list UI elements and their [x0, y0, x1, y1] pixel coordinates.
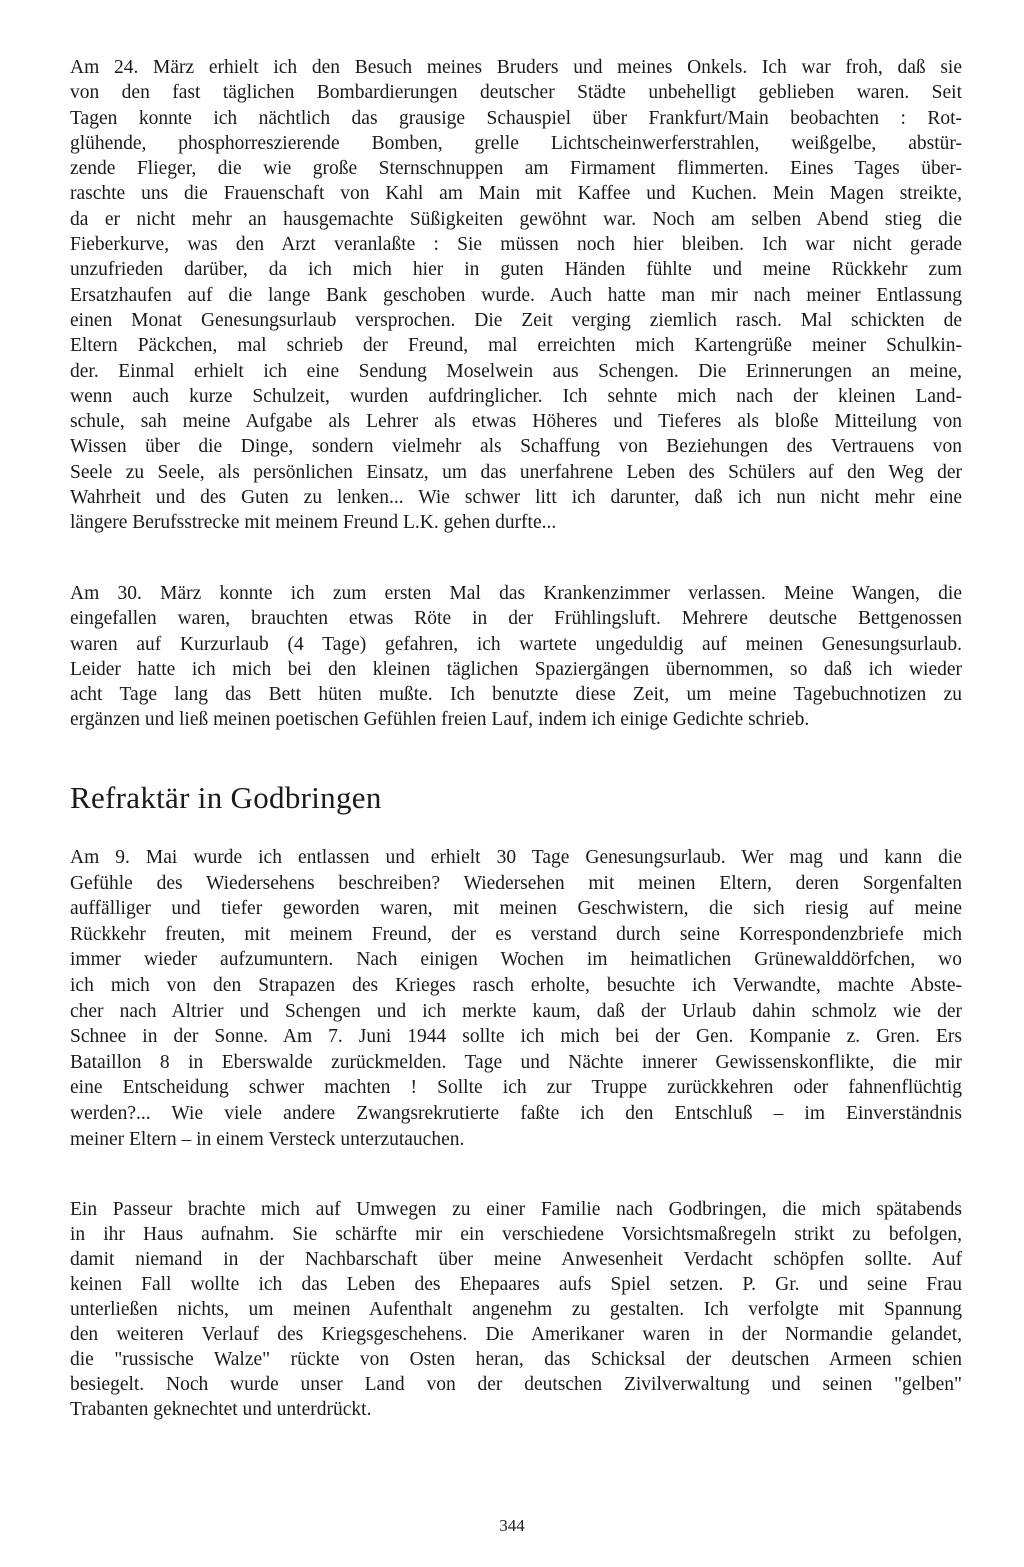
text-line: einen Monat Genesungsurlaub versprochen. Die Zeit verging ziemlich rasch. Mal schickten de	[70, 309, 962, 331]
paragraph-march-24	[70, 55, 962, 536]
text-line: Gefühle des Wiedersehens beschreiben? Wiedersehen mit meinen Eltern, deren Sorgenfalten	[70, 872, 962, 894]
text-line: meiner Eltern – in einem Versteck unterzutauchen.	[70, 1128, 465, 1150]
text-line: waren auf Kurzurlaub (4 Tage) gefahren, ich wartete ungeduldig auf meinen Genesungsurlaub.	[70, 633, 962, 655]
text-line: Eltern Päckchen, mal schrieb der Freund, mal erreichten mich Kartengrüße meiner Schulkin-	[70, 335, 962, 357]
text-line: Seele zu Seele, als persönlichen Einsatz, um das unerfahrene Leben des Schülers auf den Weg der	[70, 461, 962, 483]
text-line: damit niemand in der Nachbarschaft über meine Anwesenheit Verdacht schöpfen sollte. Auf	[70, 1249, 962, 1270]
text-line: auffälliger und tiefer geworden waren, mit meinen Geschwistern, die sich riesig auf meine	[70, 898, 962, 920]
text-line: Am 30. März konnte ich zum ersten Mal das Krankenzimmer verlassen. Meine Wangen, die	[70, 583, 962, 604]
text-line: eine Entscheidung schwer machten ! Sollte ich zur Truppe zurückkehren oder fahnenflüchtig	[70, 1077, 962, 1099]
text-line: schule, sah meine Aufgabe als Lehrer als etwas Höheres und Tieferes als bloße Mitteilung von	[70, 411, 962, 433]
section-heading: Refraktär in Godbringen	[70, 780, 382, 815]
text-line: Wissen über die Dinge, sondern vielmehr als Schaffung von Beziehungen des Vertrauens von	[70, 436, 962, 458]
text-line: in ihr Haus aufnahm. Sie schärfte mir ein verschiedene Vorsichtsmaßregeln strikt zu befolgen,	[70, 1224, 962, 1245]
page-number: 344	[499, 1516, 525, 1535]
text-line: von den fast täglichen Bombardierungen deutscher Städte unbehelligt geblieben waren. Seit	[70, 82, 962, 104]
text-line: acht Tage lang das Bett hüten mußte. Ich benutzte diese Zeit, um meine Tagebuchnotizen zu	[70, 684, 962, 706]
text-line: Tagen konnte ich nächtlich das grausige Schauspiel über Frankfurt/Main beobachten : Rot-	[70, 107, 962, 129]
text-line: Ersatzhaufen auf die lange Bank geschoben wurde. Auch hatte man mir nach meiner Entlassung	[70, 284, 962, 306]
text-line: da er nicht mehr an hausgemachte Süßigkeiten gewöhnt war. Noch am selben Abend stieg die	[70, 208, 962, 230]
text-line: der. Einmal erhielt ich eine Sendung Moselwein aus Schengen. Die Erinnerungen an meine,	[70, 360, 962, 382]
text-line: werden?... Wie viele andere Zwangsrekrutierte faßte ich den Entschluß – im Einverständnis	[70, 1102, 962, 1124]
text-line: wenn auch kurze Schulzeit, wurden aufdringlicher. Ich sehnte mich nach der kleinen Land-	[70, 385, 962, 407]
text-line: Leider hatte ich mich bei den kleinen täglichen Spaziergängen übernommen, so daß ich wieder	[70, 658, 962, 680]
text-line: die "russische Walze" rückte von Osten heran, das Schicksal der deutschen Armeen schien	[70, 1349, 962, 1370]
text-line: Fieberkurve, was den Arzt veranlaßte : Sie müssen noch hier bleiben. Ich war nicht gerade	[70, 234, 962, 256]
text-line: Ein Passeur brachte mich auf Umwegen zu einer Familie nach Godbringen, die mich spätabends	[70, 1199, 962, 1220]
text-line: längere Berufsstrecke mit meinem Freund L.K. gehen durfte...	[70, 512, 557, 534]
text-line: besiegelt. Noch wurde unser Land von der deutschen Zivilverwaltung und seinen "gelben"	[70, 1374, 962, 1395]
text-line: raschte uns die Frauenschaft von Kahl am Main mit Kaffee und Kuchen. Mein Magen streikte,	[70, 183, 962, 205]
text-line: Wahrheit und des Guten zu lenken... Wie schwer litt ich darunter, daß ich nun nicht mehr eine	[70, 487, 962, 509]
text-line: Bataillon 8 in Eberswalde zurückmelden. Tage und Nächte innerer Gewissenskonflikte, die mir	[70, 1051, 962, 1073]
text-line: ergänzen und ließ meinen poetischen Gefühlen freien Lauf, indem ich einige Gedichte schrieb.	[70, 709, 810, 731]
text-line: den weiteren Verlauf des Kriegsgeschehens. Die Amerikaner waren in der Normandie gelandet,	[70, 1324, 962, 1345]
text-line: keinen Fall wollte ich das Leben des Ehepaares aufs Spiel setzen. P. Gr. und seine Frau	[70, 1274, 962, 1295]
text-line: Am 9. Mai wurde ich entlassen und erhielt 30 Tage Genesungsurlaub. Wer mag und kann die	[70, 847, 962, 868]
text-line: ich mich von den Strapazen des Krieges rasch erholte, besuchte ich Verwandte, machte Abste-	[70, 974, 962, 996]
text-line: immer wieder aufzumuntern. Nach einigen Wochen im heimatlichen Grünewalddörfchen, wo	[70, 949, 962, 971]
text-line: zende Flieger, die wie große Sternschnuppen am Firmament flimmerten. Eines Tages über-	[70, 158, 962, 180]
paragraph-passeur	[70, 1197, 962, 1422]
text-line: Rückkehr freuten, mit meinem Freund, der es verstand durch seine Korrespondenzbriefe mich	[70, 923, 962, 945]
text-line: unzufrieden darüber, da ich mich hier in guten Händen fühlte und meine Rückkehr zum	[70, 259, 962, 281]
text-line: cher nach Altrier und Schengen und ich merkte kaum, daß der Urlaub dahin schmolz wie der	[70, 1000, 962, 1022]
text-line: Trabanten geknechtet und unterdrückt.	[70, 1399, 372, 1420]
text-line: glühende, phosphorreszierende Bomben, grelle Lichtscheinwerferstrahlen, weißgelbe, abstür-	[70, 132, 962, 154]
paragraph-march-30	[70, 581, 962, 733]
paragraph-may-9	[70, 845, 962, 1152]
text-line: Am 24. März erhielt ich den Besuch meines Bruders und meines Onkels. Ich war froh, daß sie	[70, 57, 962, 78]
text-line: eingefallen waren, brauchten etwas Röte in der Frühlingsluft. Mehrere deutsche Bettgenossen	[70, 608, 962, 630]
text-line: Schnee in der Sonne. Am 7. Juni 1944 sollte ich mich bei der Gen. Kompanie z. Gren. Ers	[70, 1026, 962, 1048]
text-line: unterließen nichts, um meinen Aufenthalt angenehm zu gestalten. Ich verfolgte mit Spannung	[70, 1299, 962, 1320]
